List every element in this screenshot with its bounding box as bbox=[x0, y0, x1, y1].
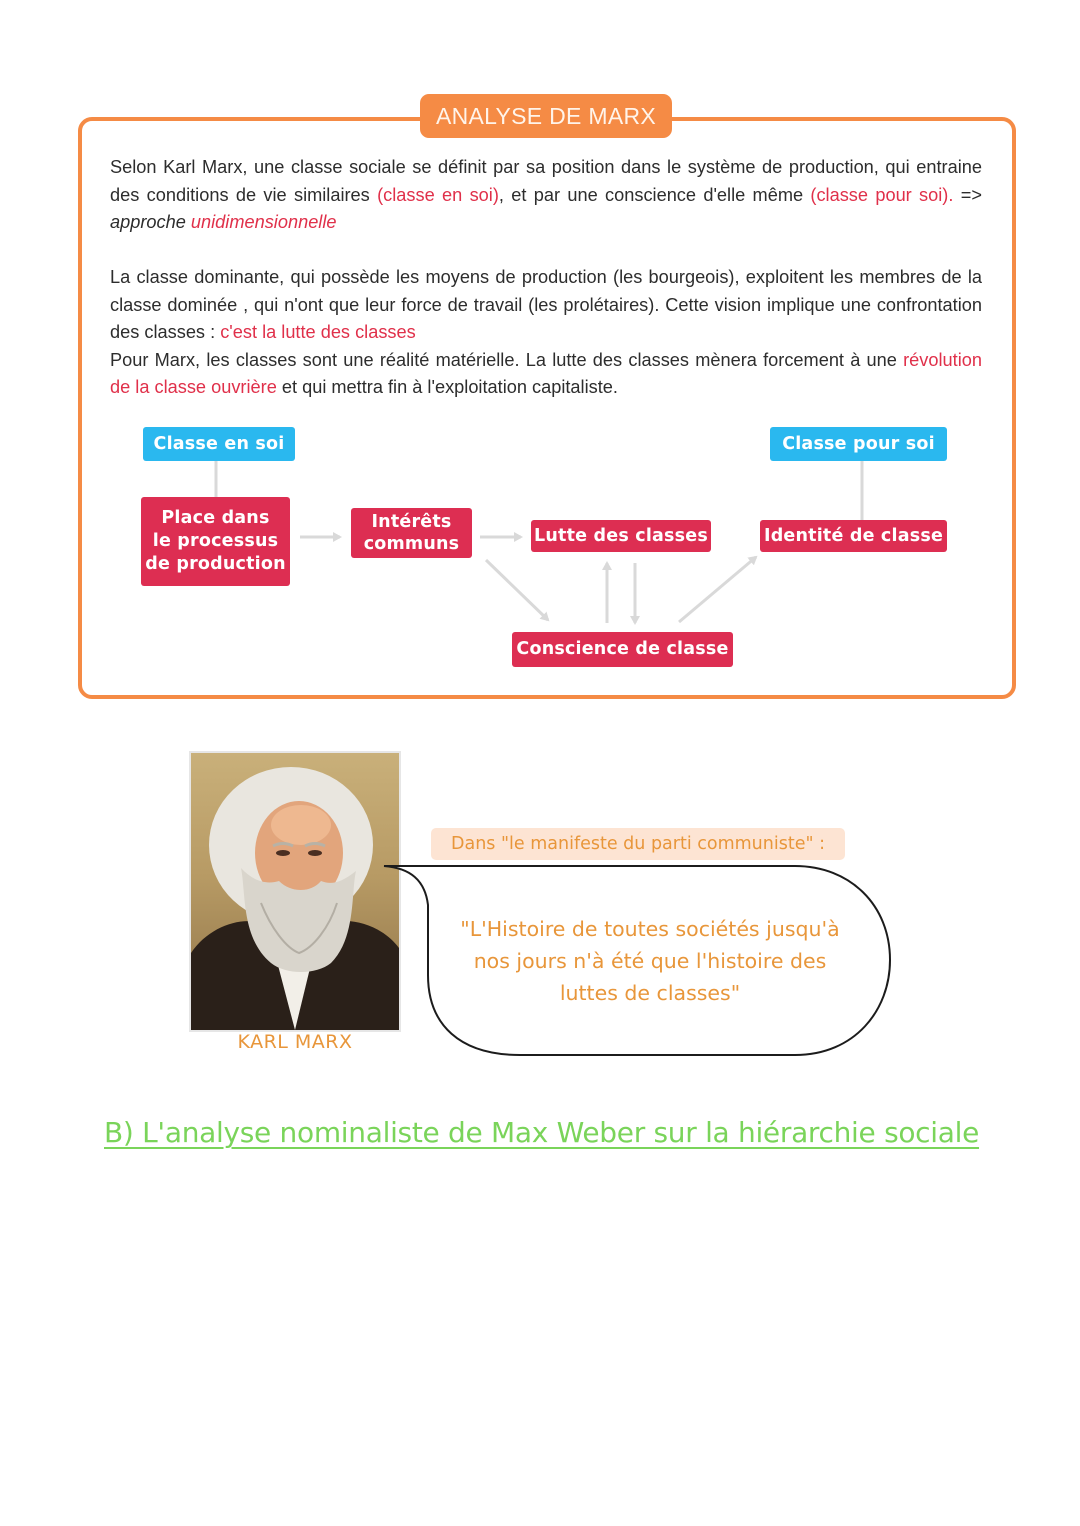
text: et qui mettra fin à l'exploitation capitaliste. bbox=[276, 377, 618, 397]
box-title: ANALYSE DE MARX bbox=[420, 94, 672, 138]
node-label: communs bbox=[363, 534, 460, 554]
node-lutte-des-classes: Lutte des classes bbox=[531, 520, 711, 552]
quote-line: nos jours n'à été que l'histoire des bbox=[473, 949, 827, 973]
manifesto-quote bbox=[440, 913, 860, 1009]
highlight-unidimensionnelle: unidimensionnelle bbox=[190, 212, 337, 232]
manifesto-source-label: Dans "le manifeste du parti communiste" : bbox=[431, 828, 845, 860]
node-identite-de-classe: Identité de classe bbox=[760, 520, 947, 552]
text: Pour Marx, les classes sont une réalité matérielle. La lutte des classes mènera forcement à une bbox=[110, 349, 904, 370]
node-label: Intérêts bbox=[371, 512, 452, 532]
text-approche: approche bbox=[110, 212, 191, 232]
highlight-classe-en-soi: (classe en soi) bbox=[377, 184, 499, 205]
highlight-revolution: révolution de la classe ouvrière bbox=[110, 349, 982, 397]
node-label: Place dans bbox=[161, 508, 270, 528]
quote-line: luttes de classes" bbox=[559, 981, 741, 1005]
highlight-lutte-des-classes: c'est la lutte des classes bbox=[220, 322, 416, 342]
text: Selon Karl Marx, une classe sociale se définit par sa position dans le système de production, qui entraine des conditions de vie similaires bbox=[110, 157, 982, 205]
text: , et par une conscience d'elle même bbox=[498, 184, 811, 205]
portrait-caption: KARL MARX bbox=[237, 1031, 353, 1053]
highlight-classe-pour-soi: (classe pour soi). bbox=[810, 184, 954, 205]
node-label: de production bbox=[145, 554, 286, 574]
node-label: le processus bbox=[152, 531, 279, 551]
quote-line: "L'Histoire de toutes sociétés jusqu'à bbox=[460, 917, 840, 941]
text: La classe dominante, qui possède les moyens de production (les bourgeois), exploitent les membres de la classe dominée , qui n'ont que leur force de travail (les prolétaires). Cette vision implique une confrontation des classes : bbox=[110, 267, 982, 342]
node-classe-en-soi: Classe en soi bbox=[143, 427, 295, 461]
text: => bbox=[953, 184, 982, 205]
node-conscience-de-classe: Conscience de classe bbox=[512, 632, 733, 667]
node-classe-pour-soi: Classe pour soi bbox=[770, 427, 947, 461]
section-b-heading: B) L'analyse nominaliste de Max Weber sur la hiérarchie sociale bbox=[104, 1116, 980, 1149]
